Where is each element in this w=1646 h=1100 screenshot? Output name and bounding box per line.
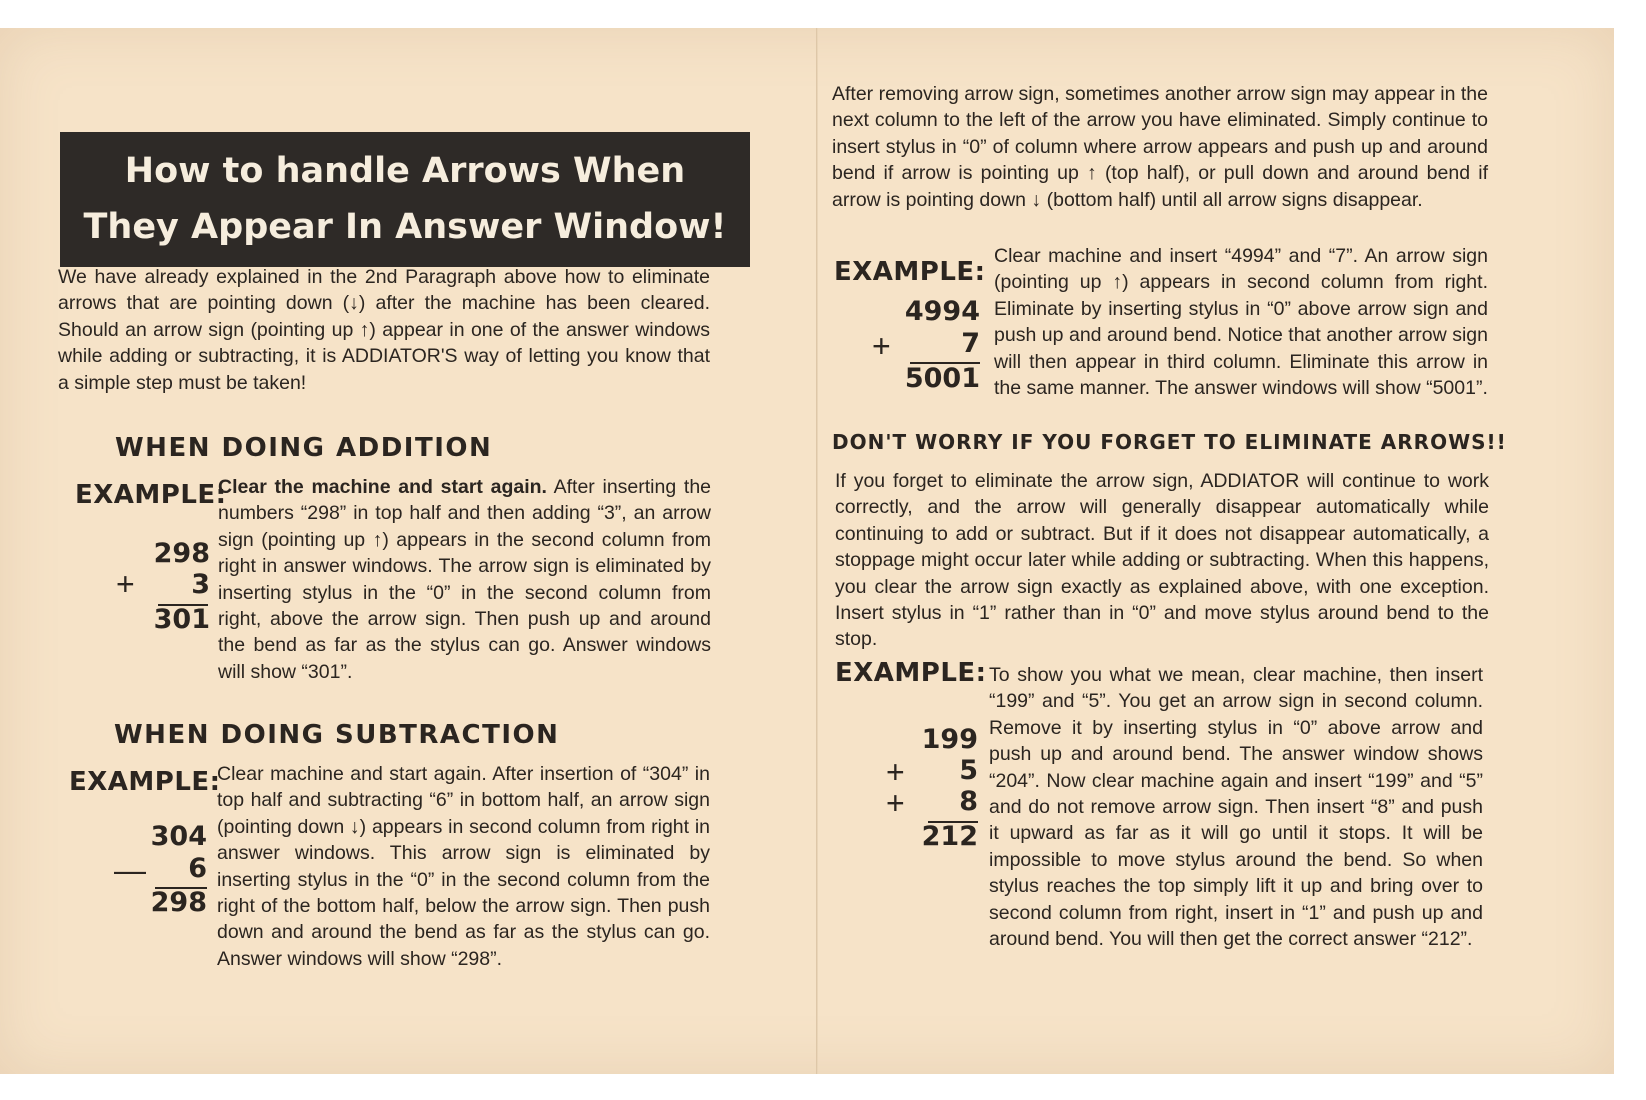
example-1-label: EXAMPLE: xyxy=(834,257,986,287)
continuation-paragraph: After removing arrow sign, sometimes another arrow sign may appear in the next column to the left of the arrow you have eliminated. Simply continue to insert stylus in “0” of column where arrow appears and push up and around bend if arrow is pointing up ↑ (top half), or pull down and around bend if arrow is pointing down ↓ (bottom half) until all arrow signs disappear. xyxy=(832,83,1488,211)
addition-paragraph xyxy=(218,474,711,685)
example-2-paragraph: To show you what we mean, clear machine, then insert “199” and “5”. You get an arrow sign in second column. Remove it by inserting stylus in “0” above arrow and push up and around bend. The answer window shows “204”. Now clear machine again and insert “199” and “5” and do not remove arrow sign. Then insert “8” and push it upward as far as it will go until it stops. It will be impossible to move stylus around the bend. So when stylus reaches the top simply lift it up and bring over to second column from right, insert in “1” and push up and around bend. You will then get the correct answer “212”. xyxy=(989,664,1483,951)
right-page xyxy=(832,28,1582,1074)
title-banner xyxy=(60,132,750,267)
subtraction-operand-2: 6 xyxy=(188,853,207,884)
subtraction-result: 298 xyxy=(150,887,207,918)
example-1-result: 5001 xyxy=(904,363,980,394)
example-1-paragraph: Clear machine and insert “4994” and “7”. An arrow sign (pointing up ↑) appears in second column from right. Eliminate by inserting stylus in “0” above arrow sign and push up and around bend. Notice that another arrow sign will then appear in third column. Eliminate this arrow in the same manner. The answer windows will show “5001”. xyxy=(994,245,1488,400)
addition-operand-2: 3 xyxy=(191,569,210,600)
worry-paragraph: If you forget to eliminate the arrow sign, ADDIATOR will continue to work correctly, and the arrow will generally disappear automatically while continuing to add or subtract. But if it does not disappear automatically, a stoppage might occur later while adding or subtracting. When this happens, you clear the arrow sign exactly as explained above, with one exception. Insert stylus in “1” rather than in “0” and move stylus around bend to the stop. xyxy=(835,470,1489,651)
addition-lead: Clear the machine and start again. xyxy=(218,476,547,498)
plus-sign: + xyxy=(886,785,905,821)
addition-operand-1: 298 xyxy=(153,538,210,569)
intro-paragraph: We have already explained in the 2nd Paragraph above how to eliminate arrows that are pointing down (↓) after the machine has been cleared. Should an arrow sign (pointing up ↑) appear in one of the answer windows while adding or subtracting, it is ADDIATOR'S way of letting you know that a simple step must be taken! xyxy=(58,266,710,394)
example-2-operand-1: 199 xyxy=(921,724,978,755)
subtraction-example-label: EXAMPLE: xyxy=(69,767,221,797)
addition-example-label: EXAMPLE: xyxy=(75,480,227,510)
example-2-label: EXAMPLE: xyxy=(835,658,987,688)
subtraction-heading: WHEN DOING SUBTRACTION xyxy=(114,720,560,750)
subtraction-paragraph: Clear machine and start again. After insertion of “304” in top half and subtracting “6” in bottom half, an arrow sign (pointing down ↓) appears in second column from right in answer windows. This arrow sign is eliminated by inserting stylus in the “0” in the second column from the right of the bottom half, below the arrow sign. Then push down and around the bend as far as the stylus can go. Answer windows will show “298”. xyxy=(217,763,710,970)
addition-result: 301 xyxy=(153,604,210,635)
example-1-operand-2: 7 xyxy=(961,328,980,359)
left-page xyxy=(40,28,770,1074)
addition-heading: WHEN DOING ADDITION xyxy=(115,433,493,463)
worry-heading: DON'T WORRY IF YOU FORGET TO ELIMINATE ARROWS!! xyxy=(832,430,1507,454)
plus-sign: + xyxy=(116,566,135,602)
example-1-operand-1: 4994 xyxy=(904,296,980,327)
minus-sign: — xyxy=(114,852,146,888)
example-2-operand-3: 8 xyxy=(959,786,978,817)
title-line-1: How to handle Arrows When xyxy=(124,151,686,191)
subtraction-operand-1: 304 xyxy=(150,821,207,852)
example-2-result: 212 xyxy=(921,821,978,852)
example-2-operand-2: 5 xyxy=(959,755,978,786)
title-line-2: They Appear In Answer Window! xyxy=(83,207,727,247)
addition-text: After inserting the numbers “298” in top half and then adding “3”, an arrow sign (pointing up ↑) appears in the second column from right in answer windows. The arrow sign is eliminated by inserting stylus in the “0” in the second column from right, above the arrow sign. Then push up and around the bend as far as the stylus can go. Answer windows will show “301”. xyxy=(218,476,712,683)
plus-sign: + xyxy=(872,328,891,364)
page-fold xyxy=(816,28,818,1074)
plus-sign: + xyxy=(886,754,905,790)
